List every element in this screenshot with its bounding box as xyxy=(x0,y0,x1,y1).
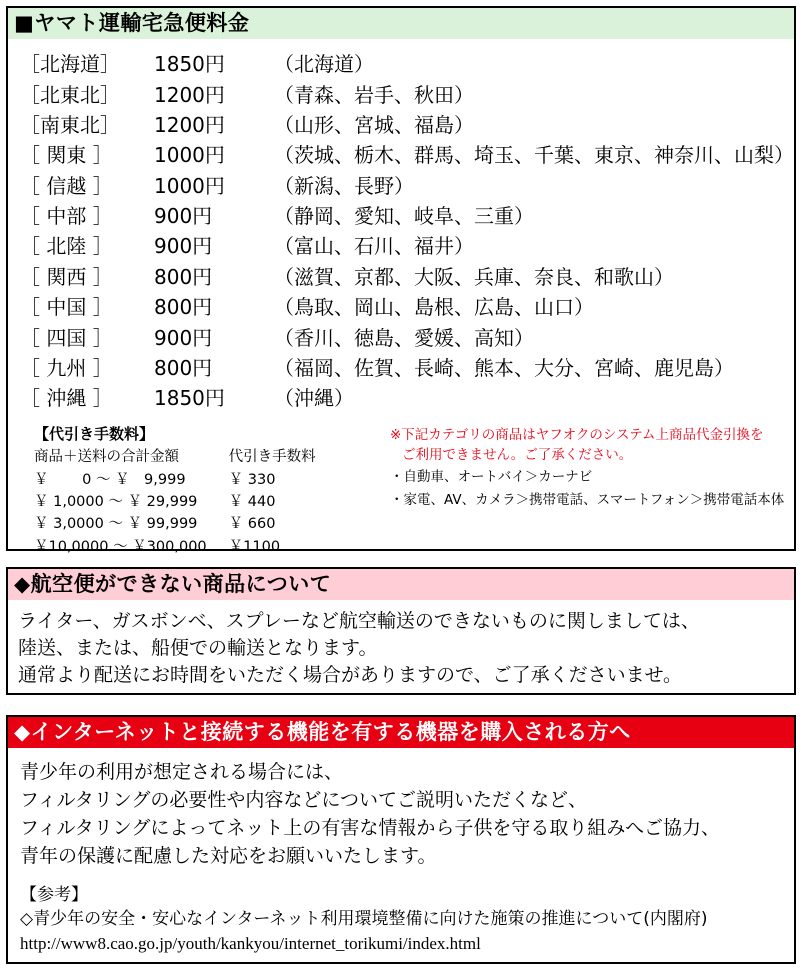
reference-title: 【参考】 xyxy=(20,884,88,905)
region-price: 900円 xyxy=(154,234,213,259)
region-price: 800円 xyxy=(154,356,213,381)
table-row xyxy=(20,323,794,353)
cod-fee-block xyxy=(34,423,394,558)
air-transport-body xyxy=(8,600,794,689)
region-price: 1200円 xyxy=(154,112,225,137)
cod-header-amount: 商品＋送料の合計金額 xyxy=(34,449,179,465)
region-prefectures: （鳥取、岡山、島根、広島、山口） xyxy=(274,295,594,320)
table-row xyxy=(34,536,316,558)
region-prefectures: （香川、徳島、愛媛、高知） xyxy=(274,325,534,350)
table-row xyxy=(20,171,794,201)
table-row xyxy=(34,491,316,513)
region-label: ［ 九州 ］ xyxy=(20,356,113,381)
internet-line-2: フィルタリングの必要性や内容などについてご説明いただくなど、 xyxy=(20,789,587,812)
table-row xyxy=(20,201,794,231)
cod-amount: ￥ 1,0000 ～ ￥ 29,999 xyxy=(34,494,198,511)
shipping-fee-table xyxy=(20,49,794,414)
region-price: 1000円 xyxy=(154,143,225,168)
region-label: ［ 北陸 ］ xyxy=(20,234,113,259)
region-prefectures: （北海道） xyxy=(274,52,374,77)
notice-line-2: ご利用できません。ご了承ください。 xyxy=(402,446,633,463)
cod-fee-table xyxy=(34,446,316,558)
region-prefectures: （滋賀、京都、大阪、兵庫、奈良、和歌山） xyxy=(274,264,674,289)
cod-fee: ￥ 330 xyxy=(228,472,276,489)
region-price: 800円 xyxy=(154,295,213,320)
region-price: 900円 xyxy=(154,204,213,229)
internet-device-body xyxy=(8,748,794,870)
cod-fee-title: 【代引き手数料】 xyxy=(34,425,155,443)
notice-item-2: ・家電、AV、カメラ＞携帯電話、スマートフォン＞携帯電話本体 xyxy=(390,491,785,508)
region-prefectures: （静岡、愛知、岐阜、三重） xyxy=(274,204,534,229)
reference-line: ◇青少年の安全・安心なインターネット利用環境整備に向けた施策の推進について(内閣府) xyxy=(20,909,708,930)
region-price: 1200円 xyxy=(154,82,225,107)
region-label: ［南東北］ xyxy=(20,112,120,137)
table-row xyxy=(20,262,794,292)
table-row xyxy=(20,49,794,79)
shipping-fee-section xyxy=(6,6,796,555)
notice-line-1: ※下記カテゴリの商品はヤフオクのシステム上商品代金引換を xyxy=(390,427,764,443)
notice-item-1: ・自動車、オートバイ＞カーナビ xyxy=(390,469,593,486)
cod-header-fee: 代引き手数料 xyxy=(228,449,316,465)
region-label: ［ 沖縄 ］ xyxy=(20,386,113,411)
region-price: 800円 xyxy=(154,264,213,289)
table-row xyxy=(20,353,794,383)
air-transport-heading: ◆航空便ができない商品について xyxy=(8,569,794,600)
cod-amount: ￥ 3,0000 ～ ￥ 99,999 xyxy=(34,516,198,533)
air-transport-section xyxy=(6,567,796,695)
region-price: 1000円 xyxy=(154,173,225,198)
region-label: ［ 中部 ］ xyxy=(20,204,113,229)
region-label: ［ 中国 ］ xyxy=(20,295,113,320)
cod-fee: ￥1100 xyxy=(228,538,281,555)
region-prefectures: （青森、岩手、秋田） xyxy=(274,82,474,107)
region-prefectures: （沖縄） xyxy=(274,386,354,411)
region-prefectures: （茨城、栃木、群馬、埼玉、千葉、東京、神奈川、山梨） xyxy=(274,143,794,168)
internet-line-1: 青少年の利用が想定される場合には、 xyxy=(20,761,344,784)
table-row xyxy=(34,469,316,491)
region-prefectures: （山形、宮城、福島） xyxy=(274,112,474,137)
cod-amount: ￥10,0000 ～ ￥300,000 xyxy=(34,538,207,555)
reference-url[interactable]: http://www8.cao.go.jp/youth/kankyou/internet_torikumi/index.html xyxy=(20,933,481,953)
table-row xyxy=(20,80,794,110)
internet-reference-block xyxy=(8,871,794,957)
internet-line-4: 青年の保護に配慮した対応をお願いいたします。 xyxy=(20,845,437,868)
table-row xyxy=(20,292,794,322)
table-row xyxy=(20,140,794,170)
region-label: ［北東北］ xyxy=(20,82,120,107)
region-label: ［ 関東 ］ xyxy=(20,143,113,168)
internet-device-heading: ◆インターネットと接続する機能を有する機器を購入される方へ xyxy=(8,717,794,748)
region-price: 900円 xyxy=(154,325,213,350)
table-row xyxy=(34,513,316,535)
region-prefectures: （福岡、佐賀、長崎、熊本、大分、宮崎、鹿児島） xyxy=(274,356,734,381)
table-row xyxy=(20,383,794,413)
table-row xyxy=(20,110,794,140)
cod-fee: ￥ 660 xyxy=(228,516,276,533)
region-prefectures: （富山、石川、福井） xyxy=(274,234,474,259)
region-label: ［北海道］ xyxy=(20,52,120,77)
air-line-3: 通常より配送にお時間をいただく場合がありますので、ご了承くださいませ。 xyxy=(18,664,683,687)
table-row xyxy=(20,231,794,261)
region-label: ［ 信越 ］ xyxy=(20,173,113,198)
cod-restriction-notice xyxy=(390,426,790,510)
region-label: ［ 四国 ］ xyxy=(20,325,113,350)
cod-fee: ￥ 440 xyxy=(228,494,276,511)
shipping-fee-heading: ■ヤマト運輸宅急便料金 xyxy=(8,8,794,39)
air-line-2: 陸送、または、船便での輸送となります。 xyxy=(18,637,378,660)
region-prefectures: （新潟、長野） xyxy=(274,173,414,198)
internet-line-3: フィルタリングによってネット上の有害な情報から子供を守る取り組みへご協力、 xyxy=(20,817,720,840)
internet-device-section xyxy=(6,715,796,964)
cod-amount: ￥ 0 ～ ￥ 9,999 xyxy=(34,472,186,489)
region-price: 1850円 xyxy=(154,386,225,411)
region-label: ［ 関西 ］ xyxy=(20,264,113,289)
region-price: 1850円 xyxy=(154,52,225,77)
air-line-1: ライター、ガスボンベ、スプレーなど航空輸送のできないものに関しましては、 xyxy=(18,610,700,633)
table-header-row xyxy=(34,446,316,469)
